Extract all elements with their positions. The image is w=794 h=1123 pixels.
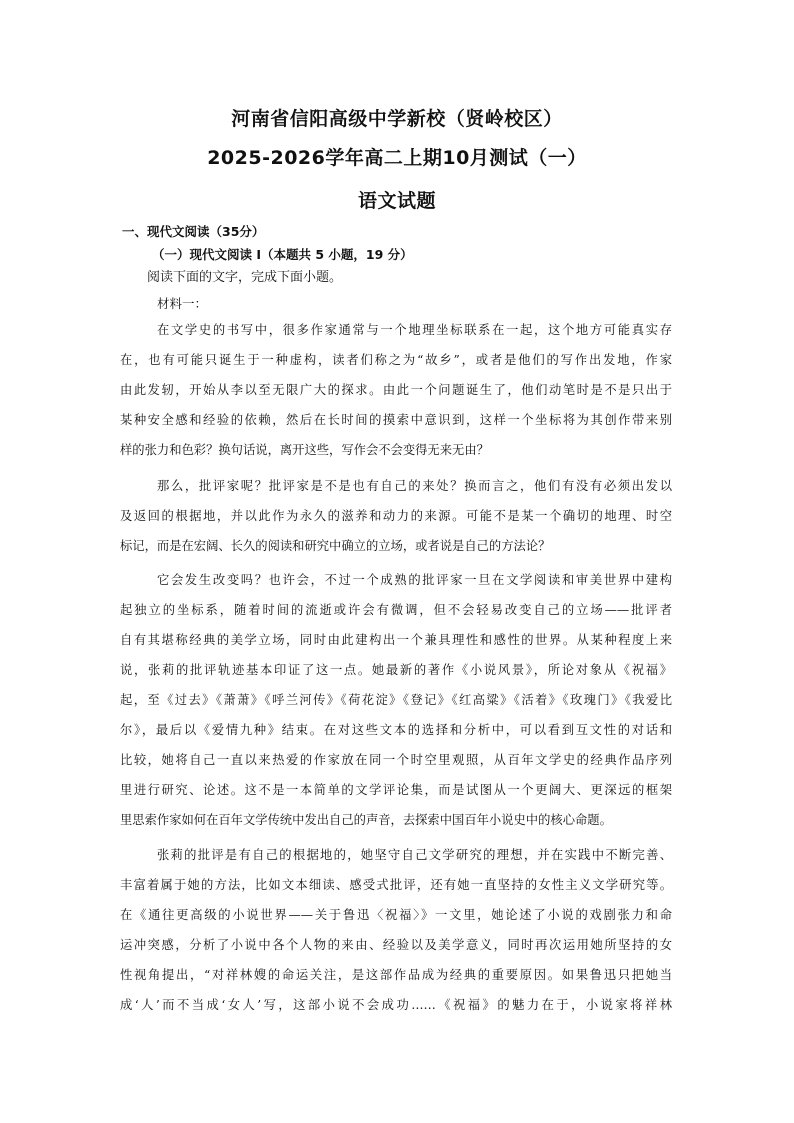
passage-line: 那么，批评家呢？批评家是不是也有自己的来处？换而言之，他们有没有必须出发以 bbox=[157, 479, 672, 493]
passage-line: 起，至《过去》《萧萧》《呼兰河传》《荷花淀》《登记》《红高粱》《活着》《玫瑰门》《我爱比 bbox=[120, 693, 672, 707]
subsection-heading: （一）现代文阅读 I（本题共 5 小题，19 分） bbox=[152, 247, 413, 262]
passage-line: 及返回的根据地，并以此作为永久的滋养和动力的来源。可能不是某一个确切的地理、时空 bbox=[120, 509, 672, 523]
passage-line: 起独立的坐标系，随着时间的流逝或许会有微调，但不会轻易改变自己的立场——批评者 bbox=[120, 603, 672, 617]
passage-line: 里思索作家如何在百年文学传统中发出自己的声音，去探索中国百年小说史中的核心命题。 bbox=[120, 813, 612, 827]
passage-line: 成‘人’而不当成‘女人’写，这部小说不会成功……《祝福》的魅力在于，小说家将祥林 bbox=[120, 998, 672, 1012]
passage-line: 里进行研究、论述。这不是一本简单的文学评论集，而是试图从一个更阔大、更深远的框架 bbox=[120, 783, 672, 797]
passage-line: 某种安全感和经验的依赖，然后在长时间的摸索中意识到，这样一个坐标将为其创作带来别 bbox=[120, 413, 672, 427]
passage-line: 尔》，最后以《爱情九种》结束。在对这些文本的选择和分析中，可以看到互文性的对话和 bbox=[120, 723, 672, 737]
passage-line: 自有其堪称经典的美学立场，同时由此建构出一个兼具理性和感性的世界。从某种程度上来 bbox=[120, 633, 672, 647]
passage-line: 丰富着属于她的方法，比如文本细读、感受式批评，还有她一直坚持的女性主义文学研究等。 bbox=[120, 878, 672, 892]
passage-line: 由此发轫，开始从李以至无限广大的探求。由此一个问题诞生了，他们动笔时是不是只出于 bbox=[120, 383, 672, 397]
passage-line: 标记，而是在宏阔、长久的阅读和研究中确立的立场，或者说是自己的方法论？ bbox=[120, 539, 551, 553]
passage-line: 比较，她将自己一直以来热爱的作家放在同一个时空里观照，从百年文学史的经典作品序列 bbox=[120, 753, 672, 767]
passage-line: 样的张力和色彩？换句话说，离开这些，写作会不会变得无来无由？ bbox=[120, 443, 489, 457]
school-title: 河南省信阳高级中学新校（贤岭校区） bbox=[231, 108, 563, 130]
section-heading: 一、现代文阅读（35分） bbox=[122, 224, 265, 239]
passage-line: 性视角提出，“对祥林嫂的命运关注，是这部作品成为经典的重要原因。如果鲁迅只把她当 bbox=[120, 968, 672, 982]
passage-line: 在文学史的书写中，很多作家通常与一个地理坐标联系在一起，这个地方可能真实存 bbox=[157, 323, 672, 337]
exam-title: 2025-2026学年高二上期10月测试（一） bbox=[207, 147, 587, 169]
passage-line: 张莉的批评是有自己的根据地的，她坚守自己文学研究的理想，并在实践中不断完善、 bbox=[157, 848, 672, 862]
material-label: 材料一： bbox=[157, 296, 208, 311]
passage-line: 在，也有可能只诞生于一种虚构，读者们称之为“故乡”，或者是他们的写作出发地，作家 bbox=[120, 353, 672, 367]
passage-line: 在《通往更高级的小说世界——关于鲁迅〈祝福〉》一文里，她论述了小说的戏剧张力和命 bbox=[120, 908, 672, 922]
passage-line: 运冲突感，分析了小说中各个人物的来由、经验以及美学意义，同时再次运用她所坚持的女 bbox=[120, 938, 672, 952]
subject-title: 语文试题 bbox=[357, 190, 436, 212]
reading-instruction: 阅读下面的文字，完成下面小题。 bbox=[147, 270, 343, 285]
passage-line: 说，张莉的批评轨迹基本印证了这一点。她最新的著作《小说风景》，所论对象从《祝福》 bbox=[120, 663, 672, 677]
passage-line: 它会发生改变吗？也许会，不过一个成熟的批评家一旦在文学阅读和审美世界中建构 bbox=[157, 573, 672, 587]
